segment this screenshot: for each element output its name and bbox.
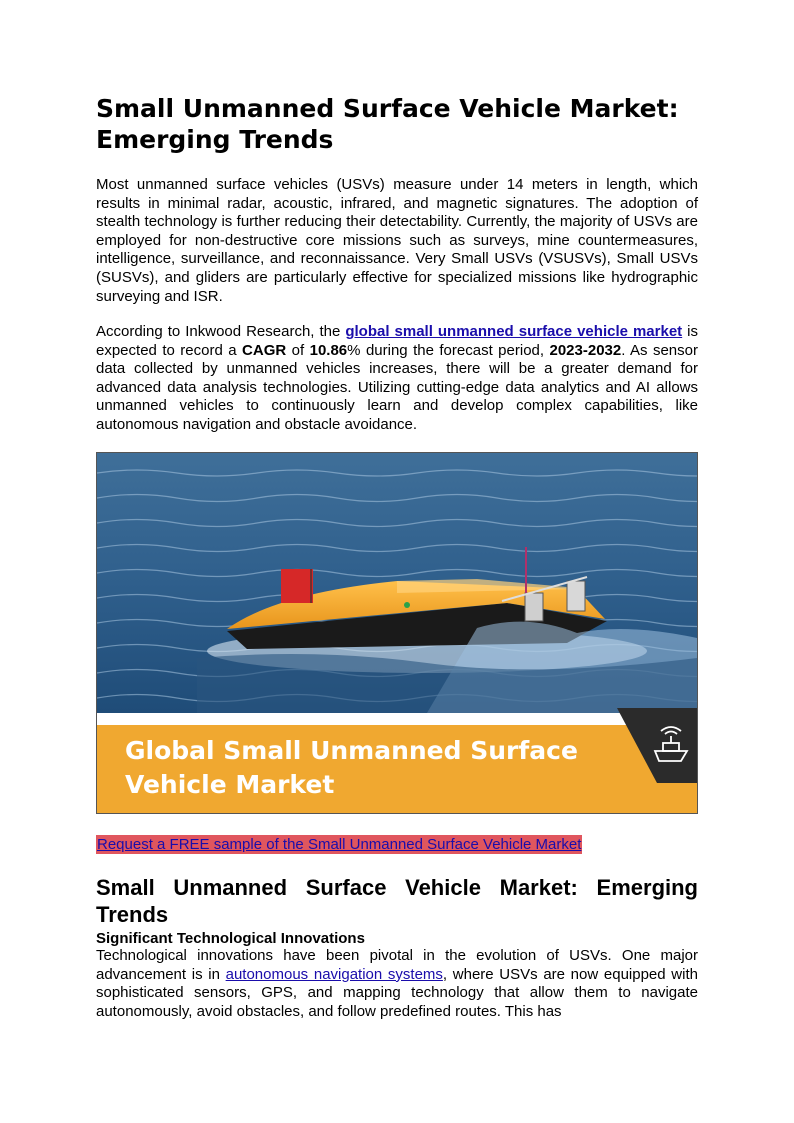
cagr-label: CAGR (242, 341, 287, 359)
banner-line2: Vehicle Market (125, 770, 335, 799)
forecast-lead-text: According to Inkwood Research, the (96, 323, 346, 340)
intro-paragraph: Most unmanned surface vehicles (USVs) measure under 14 meters in length, which results in minimal radar, acoustic, infrared, and magnetic signatures. The adoption of stealth technology is further reducing their detectability. Currently, the majority of USVs are employed for non-destructive core missions such as surveys, mine countermeasures, intelligence, surveillance, and reconnaissance. Very Small USVs (VSUSVs), Small USVs (SUSVs), and gliders are particularly effective for specialized missions like hydrographic surveying and ISR. (96, 176, 698, 305)
autonomous-navigation-link[interactable]: autonomous navigation systems (225, 965, 443, 983)
banner-line1: Global Small Unmanned Surface (125, 736, 578, 765)
forecast-of-text: of (286, 341, 310, 359)
forecast-rest-text: . As sensor data collected by unmanned vehicles increases, there will be a greater demand for advanced data analysis technologies. Utilizing cutting-edge data analytics and AI allows unmanned vehicles to continuously learn and develop complex capabilities, like autonomous navigation and obstacle avoidance. (96, 341, 698, 433)
forecast-period-text: % during the forecast period, (347, 341, 550, 359)
global-market-link[interactable]: global small unmanned surface vehicle market (345, 323, 683, 340)
innovations-paragraph (96, 947, 698, 1021)
subheading: Significant Technological Innovations (96, 930, 365, 947)
cagr-value: 10.86 (309, 341, 348, 359)
forecast-period: 2023-2032 (549, 341, 622, 359)
page-title: Small Unmanned Surface Vehicle Market: Emerging Trends (96, 94, 679, 154)
innovations-lead-text: Technological innovations have been pivotal in the evolution of USVs. One major advancement is in (96, 947, 698, 983)
request-sample-link[interactable]: Request a FREE sample of the Small Unmanned Surface Vehicle Market (97, 836, 582, 853)
market-forecast-paragraph (96, 323, 698, 435)
innovations-rest-text: , where USVs are now equipped with sophisticated sensors, GPS, and mapping technology that allow them to navigate autonomously, avoid obstacles, and follow predefined routes. This has (96, 965, 698, 1020)
usv-hero-image (96, 452, 698, 814)
forecast-mid-text: is expected to record a (96, 323, 699, 359)
section-heading: Small Unmanned Surface Vehicle Market: Emerging Trends (96, 875, 698, 927)
